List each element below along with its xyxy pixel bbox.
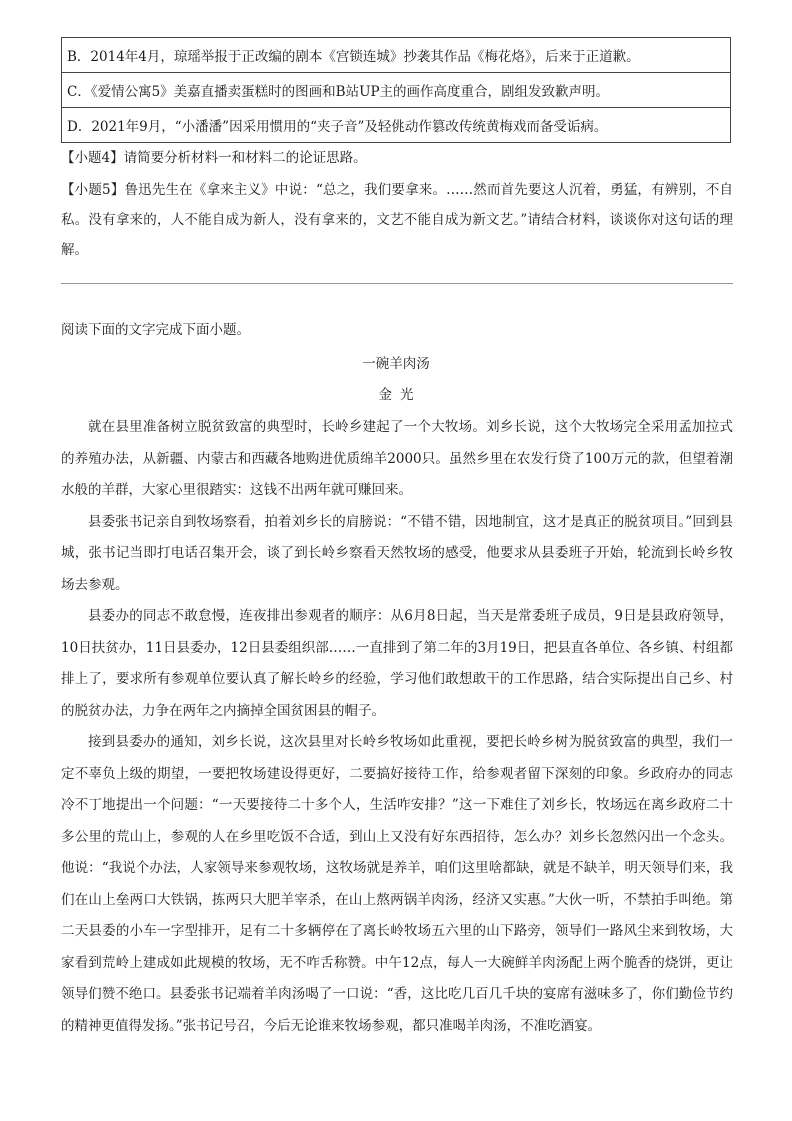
answer-options-table xyxy=(61,37,731,143)
story-author: 金光 xyxy=(378,387,422,403)
story-paragraph: 县委办的同志不敢怠慢，连夜排出参观者的顺序：从6月8日起，当天是常委班子成员，9日是县政府领导，10日扶贫办，11日县委办，12日县委组织部……一直排到了第二年的3月19日，把县直各单位、各乡镇、村组都排上了，要求所有参观单位要认真了解长岭乡的经验，学习他们敢想敢干的工作思路，结合实际提出自己乡、村的脱贫办法，力争在两年之内摘掉全国贫困县的帽子。 xyxy=(61,608,733,719)
story-paragraph: 就在县里准备树立脱贫致富的典型时，长岭乡建起了一个大牧场。刘乡长说，这个大牧场完全采用孟加拉式的养殖办法，从新疆、内蒙古和西藏各地购进优质绵羊2000只。虽然乡里在农发行贷了100万元的款，但望着潮水般的羊群，大家心里很踏实：这钱不出两年就可赚回来。 xyxy=(61,419,733,498)
option-d: D．2021年9月，“小潘潘”因采用惯用的“夹子音”及轻佻动作篡改传统黄梅戏而备受诟病。 xyxy=(62,107,730,142)
reading-instruction: 阅读下面的文字完成下面小题。 xyxy=(61,322,250,338)
question-5: 【小题5】鲁迅先生在《拿来主义》中说：“总之，我们要拿来。……然而首先要这人沉着，勇猛，有辨别，不自私。没有拿来的，人不能自成为新人，没有拿来的，文艺不能自成为新文艺。”请结合材料，谈谈你对这句话的理解。 xyxy=(61,182,733,258)
section-divider xyxy=(61,283,733,284)
option-c: C．《爱情公寓5》美嘉直播卖蛋糕时的图画和B站UP主的画作高度重合，剧组发致歉声明。 xyxy=(62,72,730,107)
story-paragraph: 接到县委办的通知，刘乡长说，这次县里对长岭乡牧场如此重视，要把长岭乡树为脱贫致富的典型，我们一定不辜负上级的期望，一要把牧场建设得更好，二要搞好接待工作，给参观者留下深刻的印象。乡政府办的同志冷不丁地提出一个问题：“一天要接待二十多个人，生活咋安排？”这一下难住了刘乡长，牧场远在离乡政府二十多公里的荒山上，参观的人在乡里吃饭不合适，到山上又没有好东西招待，怎么办？刘乡长忽然闪出一个念头。他说：“我说个办法，人家领导来参观牧场，这牧场就是养羊，咱们这里啥都缺，就是不缺羊，明天领导们来，我们在山上垒两口大铁锅，拣两只大肥羊宰杀，在山上熬两锅羊肉汤，经济又实惠。”大伙一听，不禁拍手叫绝。第二天县委的小车一字型排开，足有二十多辆停在了离长岭牧场五六里的山下路旁，领导们一路风尘来到牧场，大家看到荒岭上建成如此规模的牧场，无不咋舌称赞。中午12点，每人一大碗鲜羊肉汤配上两个脆香的烧饼，更让领导们赞不绝口。县委张书记端着羊肉汤喝了一口说：“香，这比吃几百几千块的宴席有滋味多了，你们勤俭节约的精神更值得发扬。”张书记号召，今后无论谁来牧场参观，都只准喝羊肉汤，不准吃酒宴。 xyxy=(61,734,733,1034)
story-paragraph: 县委张书记亲自到牧场察看，拍着刘乡长的肩膀说：“不错不错，因地制宜，这才是真正的脱贫项目。”回到县城，张书记当即打电话召集开会，谈了到长岭乡察看天然牧场的感受，他要求从县委班子开始，轮流到长岭乡牧场去参观。 xyxy=(61,513,733,593)
story-title: 一碗羊肉汤 xyxy=(362,356,430,372)
option-b: B．2014年4月，琼瑶举报于正改编的剧本《宫锁连城》抄袭其作品《梅花烙》，后来于正道歉。 xyxy=(67,49,640,65)
story-body xyxy=(61,412,733,1042)
question-4: 【小题4】请简要分析材料一和材料二的论证思路。 xyxy=(61,150,367,166)
